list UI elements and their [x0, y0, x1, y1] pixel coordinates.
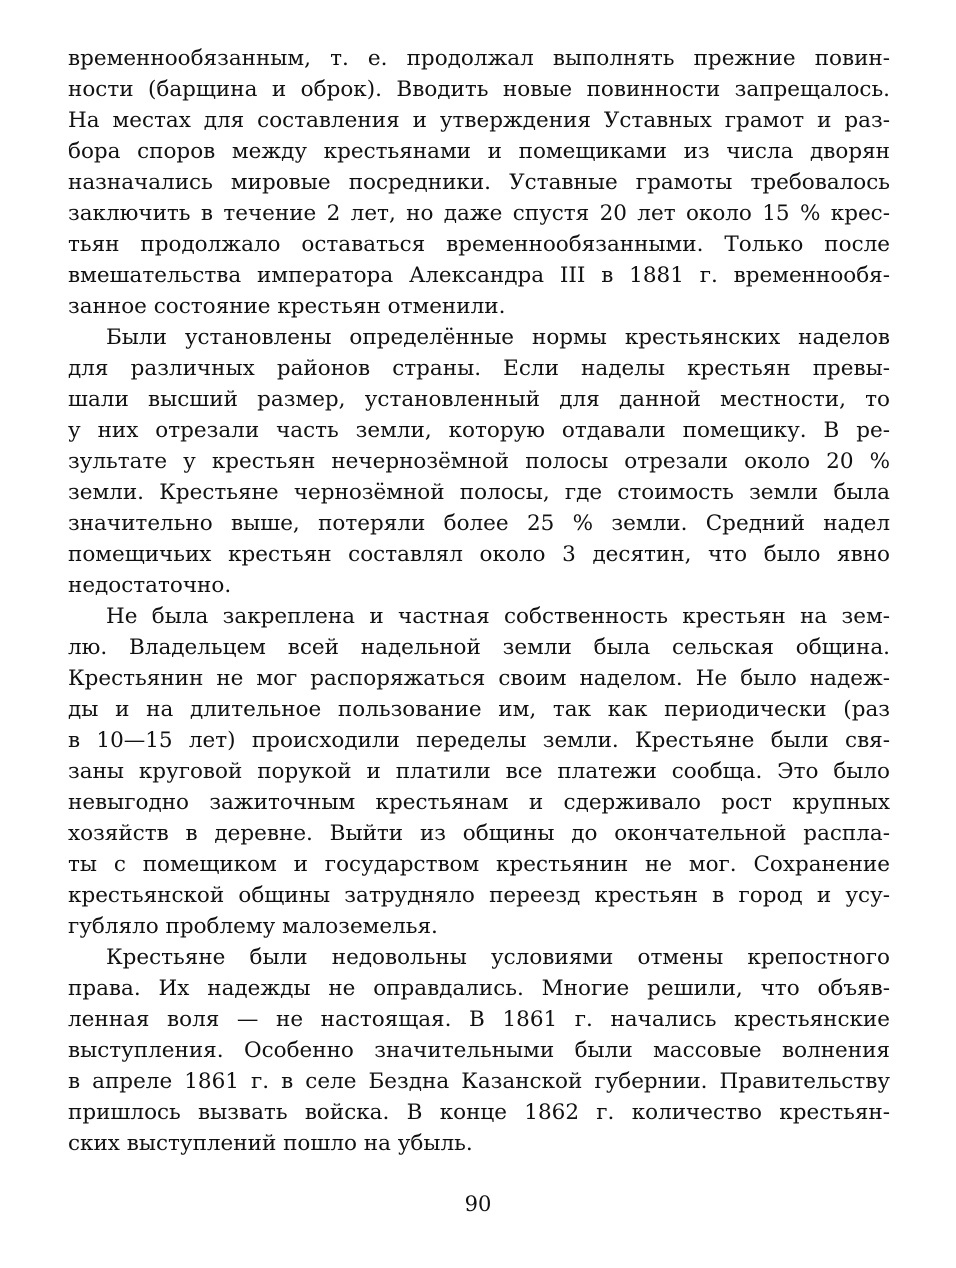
text-line: губляло проблему малоземелья. [68, 914, 438, 939]
text-line: в 10—15 лет) происходили переделы земли. Крестьяне были свя- [68, 728, 890, 753]
text-line: занное состояние крестьян отменили. [68, 294, 506, 319]
text-line: у них отрезали часть земли, которую отдавали помещику. В ре- [68, 418, 890, 443]
text-line: помещичьих крестьян составлял около 3 десятин, что было явно [68, 542, 890, 567]
text-line: права. Их надежды не оправдались. Многие решили, что объяв- [68, 976, 890, 1001]
text-line: невыгодно зажиточным крестьянам и сдерживало рост крупных [68, 790, 890, 815]
text-line: в апреле 1861 г. в селе Бездна Казанской губернии. Правительству [68, 1069, 890, 1094]
text-line: лю. Владельцем всей надельной земли была сельская община. [68, 635, 890, 660]
text-line: зультате у крестьян нечернозёмной полосы отрезали около 20 % [68, 449, 890, 474]
text-line: крестьянской общины затрудняло переезд крестьян в город и усу- [68, 883, 890, 908]
text-line: значительно выше, потеряли более 25 % земли. Средний надел [68, 511, 890, 536]
text-line: выступления. Особенно значительными были массовые волнения [68, 1038, 890, 1063]
page-number: 90 [464, 1192, 492, 1216]
text-line: ты с помещиком и государством крестьянин не мог. Сохранение [68, 852, 890, 877]
text-line: На местах для составления и утверждения Уставных грамот и раз- [68, 108, 890, 133]
text-line: ских выступлений пошло на убыль. [68, 1131, 473, 1156]
text-line: шали высший размер, установленный для данной местности, то [68, 387, 890, 412]
paragraph-2 [68, 322, 890, 601]
text-line: ды и на длительное пользование им, так как периодически (раз [68, 697, 890, 722]
text-line: Не была закреплена и частная собственность крестьян на зем- [106, 604, 890, 629]
text-line: пришлось вызвать войска. В конце 1862 г. количество крестьян- [68, 1100, 890, 1125]
page-body [68, 43, 890, 1159]
text-line: ленная воля — не настоящая. В 1861 г. начались крестьянские [68, 1007, 890, 1032]
text-line: хозяйств в деревне. Выйти из общины до окончательной распла- [68, 821, 890, 846]
text-line: Крестьянин не мог распоряжаться своим наделом. Не было надеж- [68, 666, 890, 691]
text-line: недостаточно. [68, 573, 232, 598]
text-line: ности (барщина и оброк). Вводить новые повинности запрещалось. [68, 77, 890, 102]
text-line: заны круговой порукой и платили все платежи сообща. Это было [68, 759, 890, 784]
text-line: бора споров между крестьянами и помещиками из числа дворян [68, 139, 890, 164]
text-line: вмешательства императора Александра III в 1881 г. временнообя- [68, 263, 890, 288]
text-line: заключить в течение 2 лет, но даже спустя 20 лет около 15 % крес- [68, 201, 890, 226]
paragraph-3 [68, 601, 890, 942]
text-line: Крестьяне были недовольны условиями отмены крепостного [106, 945, 890, 970]
text-line: для различных районов страны. Если наделы крестьян превы- [68, 356, 890, 381]
text-line: временнообязанным, т. е. продолжал выполнять прежние повин- [68, 46, 890, 71]
paragraph-4 [68, 942, 890, 1159]
paragraph-1 [68, 43, 890, 322]
text-line: назначались мировые посредники. Уставные грамоты требовалось [68, 170, 890, 195]
text-line: земли. Крестьяне чернозёмной полосы, где стоимость земли была [68, 480, 890, 505]
text-line: Были установлены определённые нормы крестьянских наделов [106, 325, 890, 350]
text-line: тьян продолжало оставаться временнообязанными. Только после [68, 232, 890, 257]
